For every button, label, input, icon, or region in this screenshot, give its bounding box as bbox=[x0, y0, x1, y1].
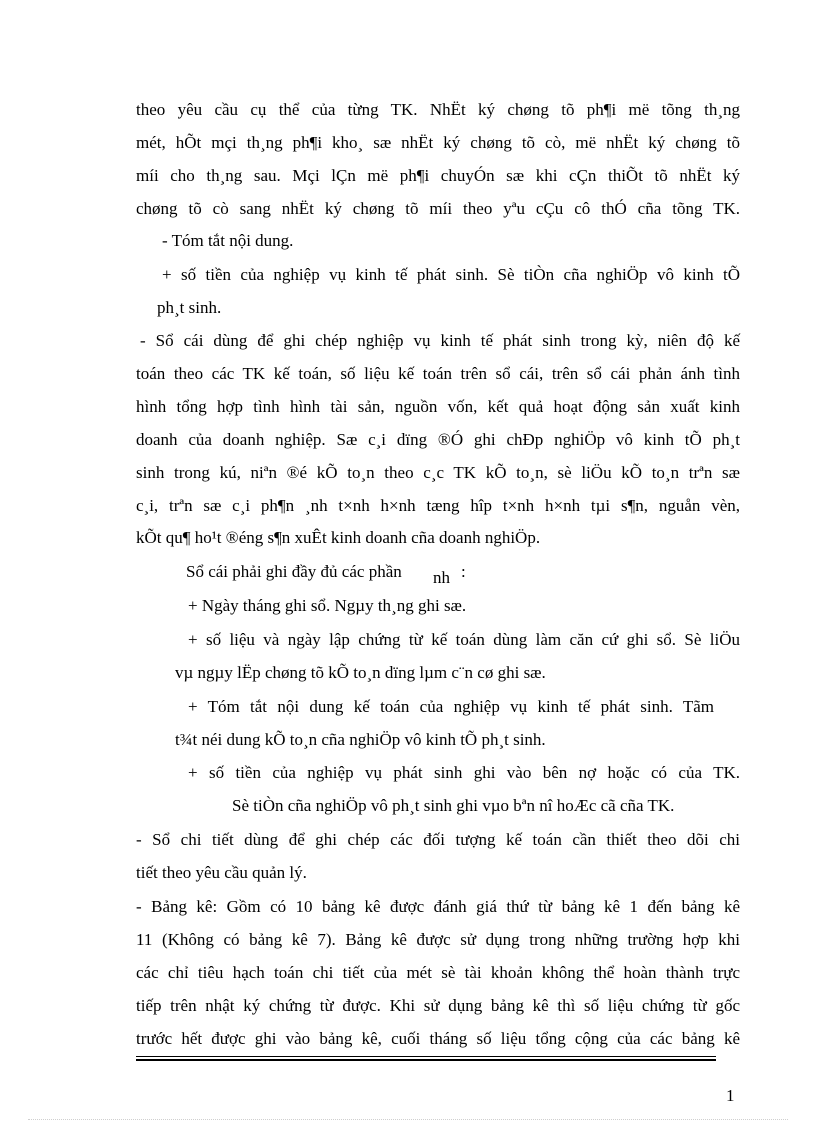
footer-rule bbox=[136, 1056, 716, 1057]
text-line: vµ ngµy lËp chøng tõ kÕ to¸n dïng lµm c¨n cø ghi sæ. bbox=[175, 663, 546, 682]
text-line: Sè tiÒn cña nghiÖp vô ph¸t sinh ghi vµo bªn nî hoÆc cã cña TK. bbox=[232, 796, 675, 815]
text-line: t¾t néi dung kÕ to¸n cña nghiÖp vô kinh tÕ ph¸t sinh. bbox=[175, 730, 546, 749]
text-line: kÕt qu¶ ho¹t ®éng s¶n xuÊt kinh doanh cña doanh nghiÖp. bbox=[136, 528, 541, 547]
text-line: chøng tõ cò sang nhËt ký chøng tõ míi theo yªu cÇu cô thÓ cña tõng TK. bbox=[136, 199, 740, 218]
text-line: - Sổ cái dùng để ghi chép nghiệp vụ kinh tế phát sinh trong kỳ, niên độ kế bbox=[140, 331, 740, 350]
text-line: toán theo các TK kế toán, số liệu kế toán trên sổ cái, trên sổ cái phản ánh tình bbox=[136, 364, 740, 383]
text-line: c¸i, trªn sæ c¸i ph¶n ¸nh t×nh h×nh tæng hîp t×nh h×nh tµi s¶n, nguån vèn, bbox=[136, 496, 740, 515]
list-item: - Sổ chi tiết dùng để ghi chép các đối tượng kế toán cần thiết theo dõi chi bbox=[136, 830, 740, 849]
text-fragment: nh bbox=[433, 568, 450, 587]
text-line: 11 (Không có bảng kê 7). Bảng kê được sử dụng trong những trường hợp khi bbox=[136, 930, 740, 949]
text-line: sinh trong kú, niªn ®é kÕ to¸n theo c¸c TK kÕ to¸n, sè liÖu kÕ to¸n trªn sæ bbox=[136, 463, 740, 482]
list-item: + số liệu và ngày lập chứng từ kế toán dùng làm căn cứ ghi sổ. Sè liÖu bbox=[188, 630, 740, 649]
text-fragment: : bbox=[461, 562, 466, 581]
list-item: + số tiền của nghiệp vụ phát sinh ghi vào bên nợ hoặc có của TK. bbox=[188, 763, 740, 782]
page-number: 1 bbox=[726, 1086, 735, 1105]
text-line: tiếp trên nhật ký chứng từ được. Khi sử dụng bảng kê thì số liệu chứng từ gốc bbox=[136, 996, 740, 1015]
text-line: theo yêu cầu cụ thể của từng TK. NhËt ký chøng tõ ph¶i më tõng th¸ng bbox=[136, 100, 740, 119]
text-line: các chỉ tiêu hạch toán chi tiết của mét sè tài khoản không thể hoàn thành trực bbox=[136, 963, 740, 982]
list-item: + Tóm tắt nội dung kế toán của nghiệp vụ kinh tế phát sinh. Tãm bbox=[188, 697, 714, 716]
list-item: - Tóm tắt nội dung. bbox=[162, 231, 294, 250]
text-line: hình tổng hợp tình hình tài sản, nguồn vốn, kết quả hoạt động sản xuất kinh bbox=[136, 397, 740, 416]
text-line: doanh của doanh nghiệp. Sæ c¸i dïng ®Ó ghi chÐp nghiÖp vô kinh tÕ ph¸t bbox=[136, 430, 740, 449]
page-border bbox=[28, 1119, 788, 1120]
list-item: + Ngày tháng ghi sổ. Ngµy th¸ng ghi sæ. bbox=[188, 596, 467, 615]
text-line: Sổ cái phải ghi đầy đủ các phần bbox=[186, 562, 402, 581]
text-line: ph¸t sinh. bbox=[157, 298, 222, 317]
text-line: + số tiền của nghiệp vụ kinh tế phát sinh. Sè tiÒn cña nghiÖp vô kinh tÕ bbox=[162, 265, 740, 284]
text-line: trước hết được ghi vào bảng kê, cuối tháng số liệu tổng cộng của các bảng kê bbox=[136, 1029, 740, 1048]
text-line: mét, hÕt mçi th¸ng ph¶i kho¸ sæ nhËt ký chøng tõ cò, më nhËt ký chøng tõ bbox=[136, 133, 740, 152]
text-line: míi cho th¸ng sau. Mçi lÇn më ph¶i chuyÓn sæ khi cÇn thiÕt tõ nhËt ký bbox=[136, 166, 740, 185]
text-line: tiết theo yêu cầu quản lý. bbox=[136, 863, 307, 882]
footer-rule bbox=[136, 1059, 716, 1061]
list-item: - Bảng kê: Gồm có 10 bảng kê được đánh giá thứ từ bảng kê 1 đến bảng kê bbox=[136, 897, 740, 916]
